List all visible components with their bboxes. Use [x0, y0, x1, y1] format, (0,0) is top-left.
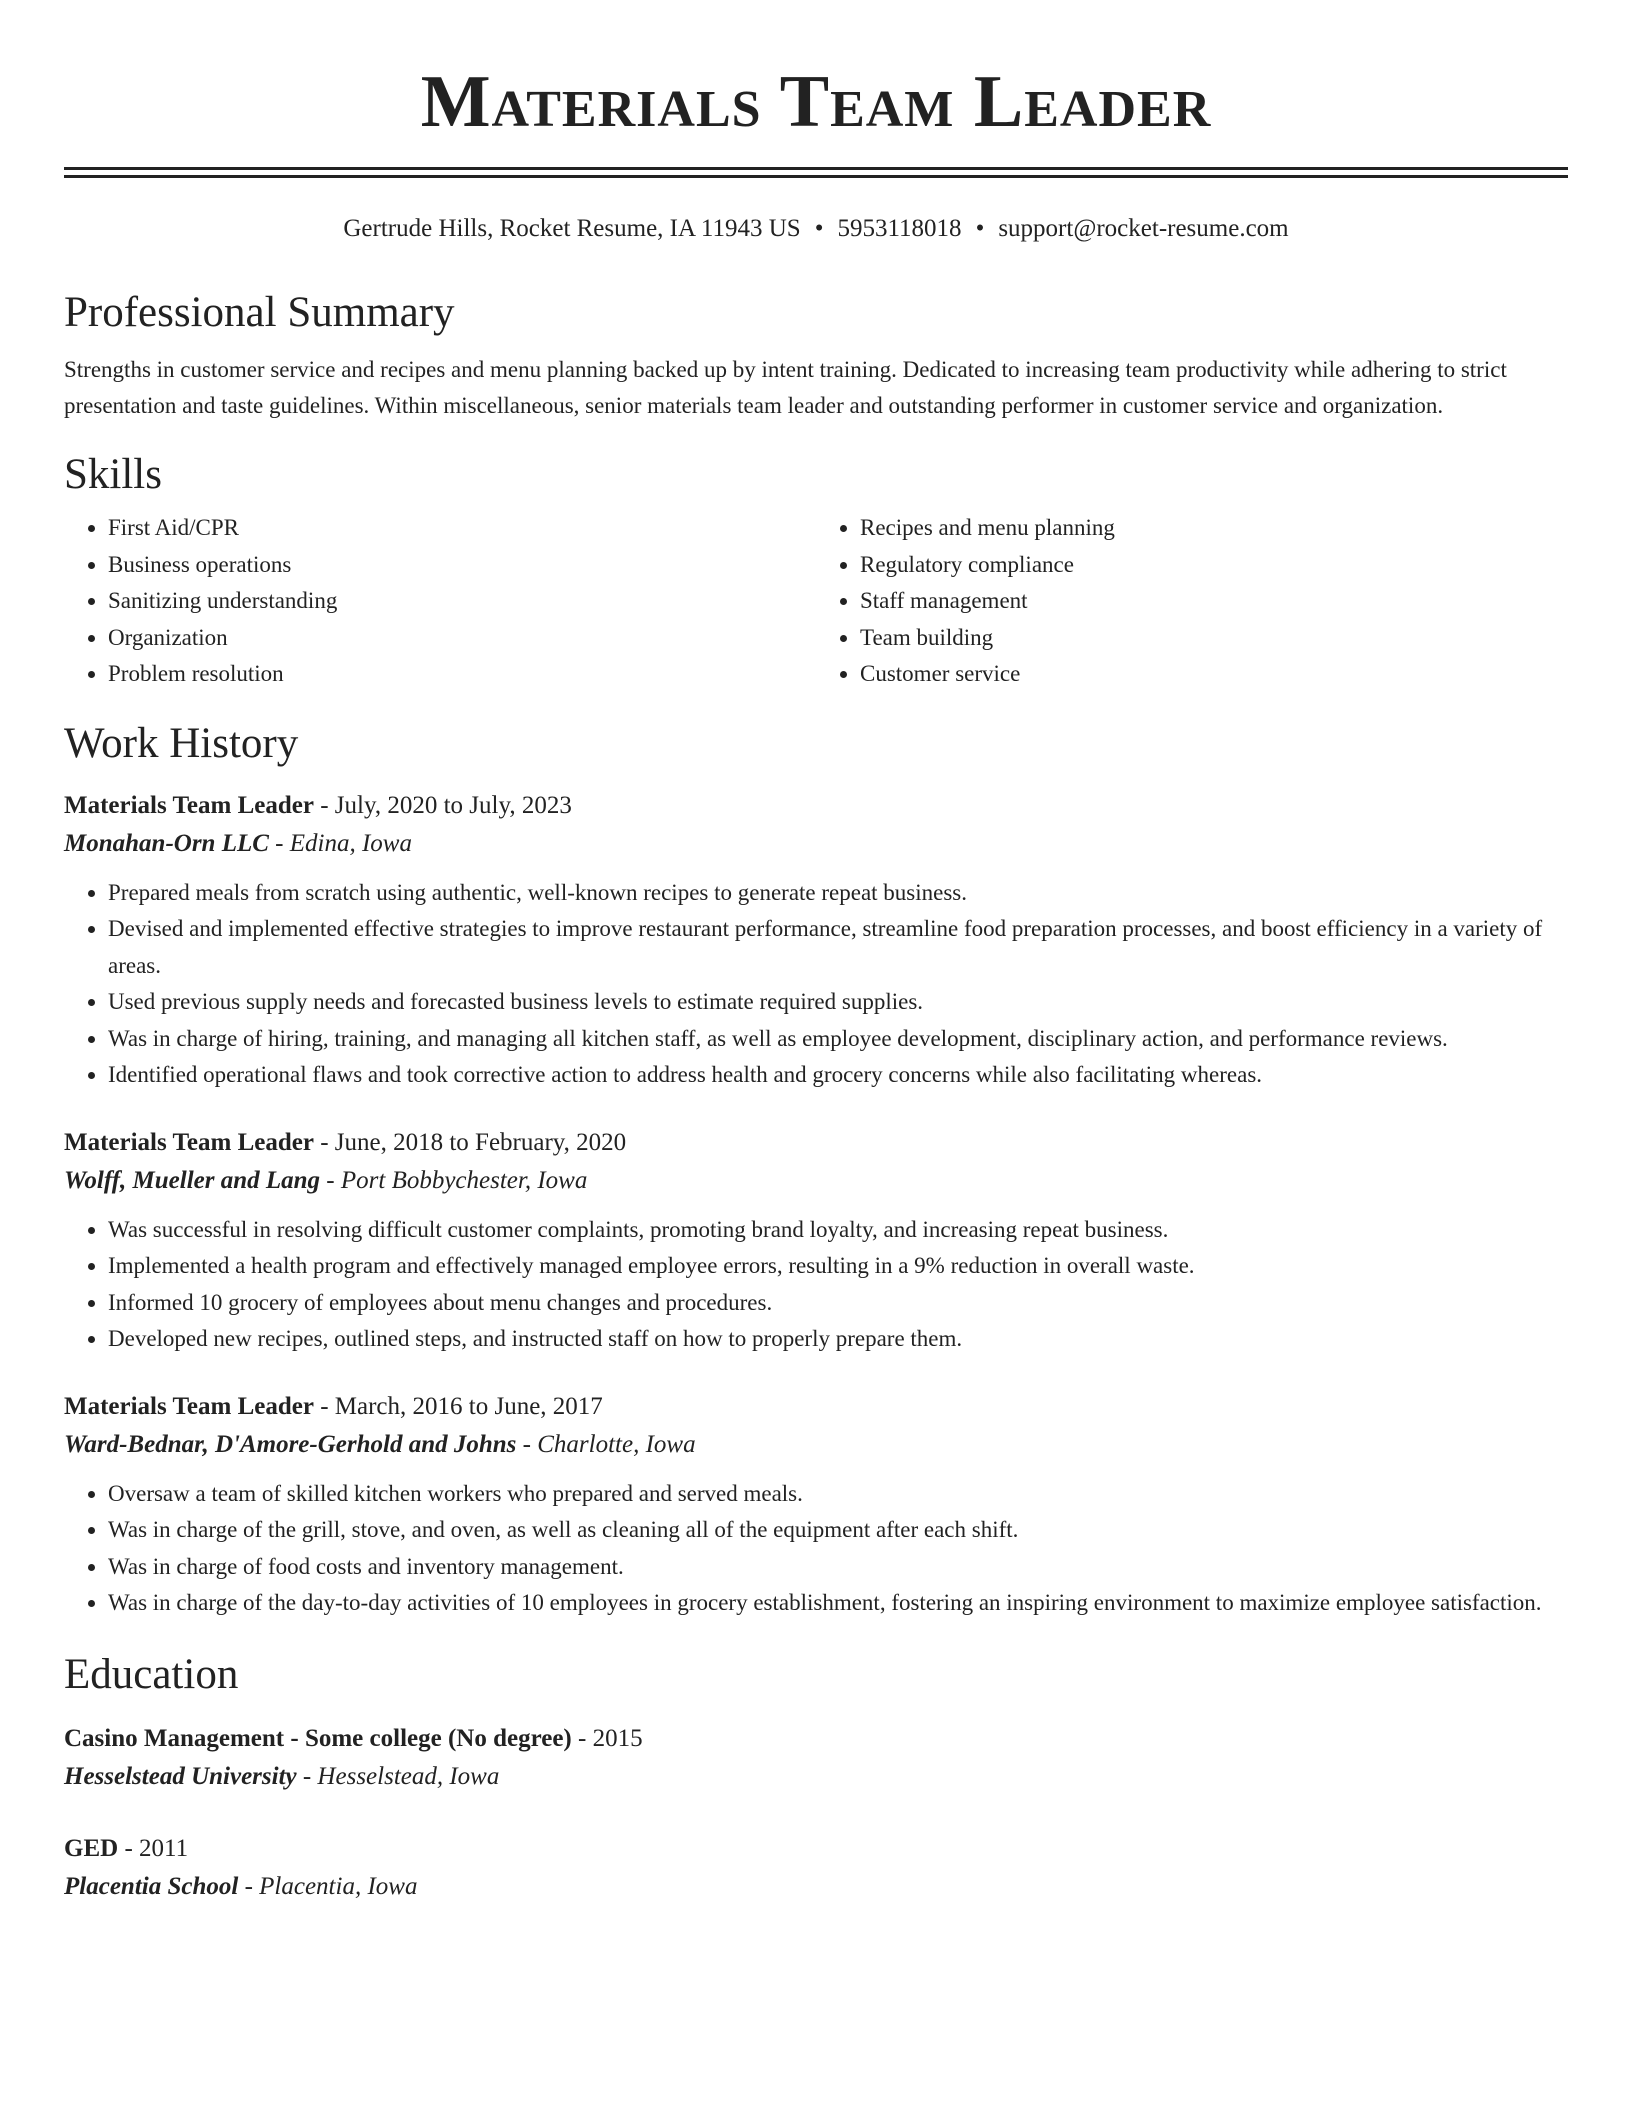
skill-item: • Customer service — [860, 656, 1568, 693]
job-dates: - July, 2020 to July, 2023 — [313, 791, 572, 819]
job-entry — [64, 787, 1568, 1094]
title-double-rule — [64, 167, 1568, 178]
contact-line — [64, 214, 1568, 244]
skill-item: • First Aid/CPR — [108, 510, 816, 547]
skills-column-left — [64, 510, 816, 693]
company-line — [64, 1162, 1568, 1200]
degree-name: Casino Management - Some college (No degree) — [64, 1724, 572, 1752]
skills-column-right — [816, 510, 1568, 693]
summary-heading: Professional Summary — [64, 289, 455, 336]
contact-separator: • — [814, 215, 824, 242]
job-title: Materials Team Leader — [64, 791, 314, 819]
skill-item: • Problem resolution — [108, 656, 816, 693]
job-bullet: • Was successful in resolving difficult customer complaints, promoting brand loyalty, and increasing repeat business. — [108, 1212, 1568, 1249]
job-bullet: • Was in charge of food costs and inventory management. — [108, 1549, 1568, 1586]
job-bullet: • Was in charge of the grill, stove, and oven, as well as cleaning all of the equipment after each shift. — [108, 1512, 1568, 1549]
job-title-line — [64, 1388, 1568, 1426]
summary-text: Strengths in customer service and recipes and menu planning backed up by intent training. Dedicated to increasing team productivity while adhering to strict presentation and taste guidelines. Within miscellaneous, senior materials team leader and outstanding performer in customer service and organization. — [64, 357, 1507, 418]
company-name: Ward-Bednar, D'Amore-Gerhold and Johns — [64, 1430, 517, 1458]
job-bullet: • Devised and implemented effective strategies to improve restaurant performance, streamline food preparation processes, and boost efficiency in a variety of areas. — [108, 911, 1568, 984]
job-title-line — [64, 1124, 1568, 1162]
degree-year: - 2015 — [571, 1724, 643, 1752]
job-bullet: • Developed new recipes, outlined steps, and instructed staff on how to properly prepare them. — [108, 1321, 1568, 1358]
job-bullets — [64, 1476, 1568, 1622]
company-location: - Port Bobbychester, Iowa — [320, 1166, 588, 1194]
company-line — [64, 1426, 1568, 1464]
company-name: Monahan-Orn LLC — [64, 829, 269, 857]
skill-item: • Regulatory compliance — [860, 547, 1568, 584]
job-bullets — [64, 875, 1568, 1094]
company-line — [64, 825, 1568, 863]
school-location: - Hesselstead, Iowa — [296, 1762, 500, 1790]
job-title: Materials Team Leader — [64, 1392, 314, 1420]
contact-separator: • — [975, 215, 985, 242]
job-entry — [64, 1388, 1568, 1622]
school-name: Hesselstead University — [64, 1762, 297, 1790]
degree-name: GED — [64, 1834, 119, 1862]
job-title-line — [64, 787, 1568, 825]
job-dates: - March, 2016 to June, 2017 — [313, 1392, 603, 1420]
contact-email: support@rocket-resume.com — [998, 215, 1289, 242]
job-bullet: • Identified operational flaws and took corrective action to address health and grocery concerns while also facilitating whereas. — [108, 1057, 1568, 1094]
job-bullet: • Was in charge of hiring, training, and managing all kitchen staff, as well as employee development, disciplinary action, and performance reviews. — [108, 1021, 1568, 1058]
degree-year: - 2011 — [118, 1834, 189, 1862]
skill-item: • Recipes and menu planning — [860, 510, 1568, 547]
job-bullets — [64, 1212, 1568, 1358]
company-location: - Charlotte, Iowa — [516, 1430, 696, 1458]
education-entry — [64, 1720, 1568, 1796]
job-title: Materials Team Leader — [64, 1128, 314, 1156]
degree-line — [64, 1830, 1568, 1868]
school-location: - Placentia, Iowa — [238, 1872, 418, 1900]
job-dates: - June, 2018 to February, 2020 — [313, 1128, 627, 1156]
skill-item: • Organization — [108, 620, 816, 657]
job-bullet: • Oversaw a team of skilled kitchen workers who prepared and served meals. — [108, 1476, 1568, 1513]
job-bullet: • Was in charge of the day-to-day activities of 10 employees in grocery establishment, fostering an inspiring environment to maximize employee satisfaction. — [108, 1585, 1568, 1622]
skills-heading: Skills — [64, 451, 162, 498]
skill-item: • Staff management — [860, 583, 1568, 620]
resume-title: Materials Team Leader — [420, 61, 1212, 143]
job-bullet: • Used previous supply needs and forecasted business levels to estimate required supplies. — [108, 984, 1568, 1021]
education-heading: Education — [64, 1650, 239, 1698]
company-name: Wolff, Mueller and Lang — [64, 1166, 321, 1194]
company-location: - Edina, Iowa — [268, 829, 412, 857]
contact-address: Gertrude Hills, Rocket Resume, IA 11943 US — [343, 215, 801, 242]
job-bullet: • Informed 10 grocery of employees about menu changes and procedures. — [108, 1285, 1568, 1322]
skill-item: • Sanitizing understanding — [108, 583, 816, 620]
contact-phone: 5953118018 — [837, 215, 962, 242]
education-entry — [64, 1830, 1568, 1906]
skill-item: • Team building — [860, 620, 1568, 657]
school-line — [64, 1868, 1568, 1906]
school-line — [64, 1758, 1568, 1796]
skill-item: • Business operations — [108, 547, 816, 584]
school-name: Placentia School — [64, 1872, 239, 1900]
job-bullet: • Prepared meals from scratch using authentic, well-known recipes to generate repeat business. — [108, 875, 1568, 912]
job-bullet: • Implemented a health program and effectively managed employee errors, resulting in a 9% reduction in overall waste. — [108, 1248, 1568, 1285]
job-entry — [64, 1124, 1568, 1358]
degree-line — [64, 1720, 1568, 1758]
skills-list — [64, 510, 1568, 693]
work-history-heading: Work History — [64, 719, 299, 767]
